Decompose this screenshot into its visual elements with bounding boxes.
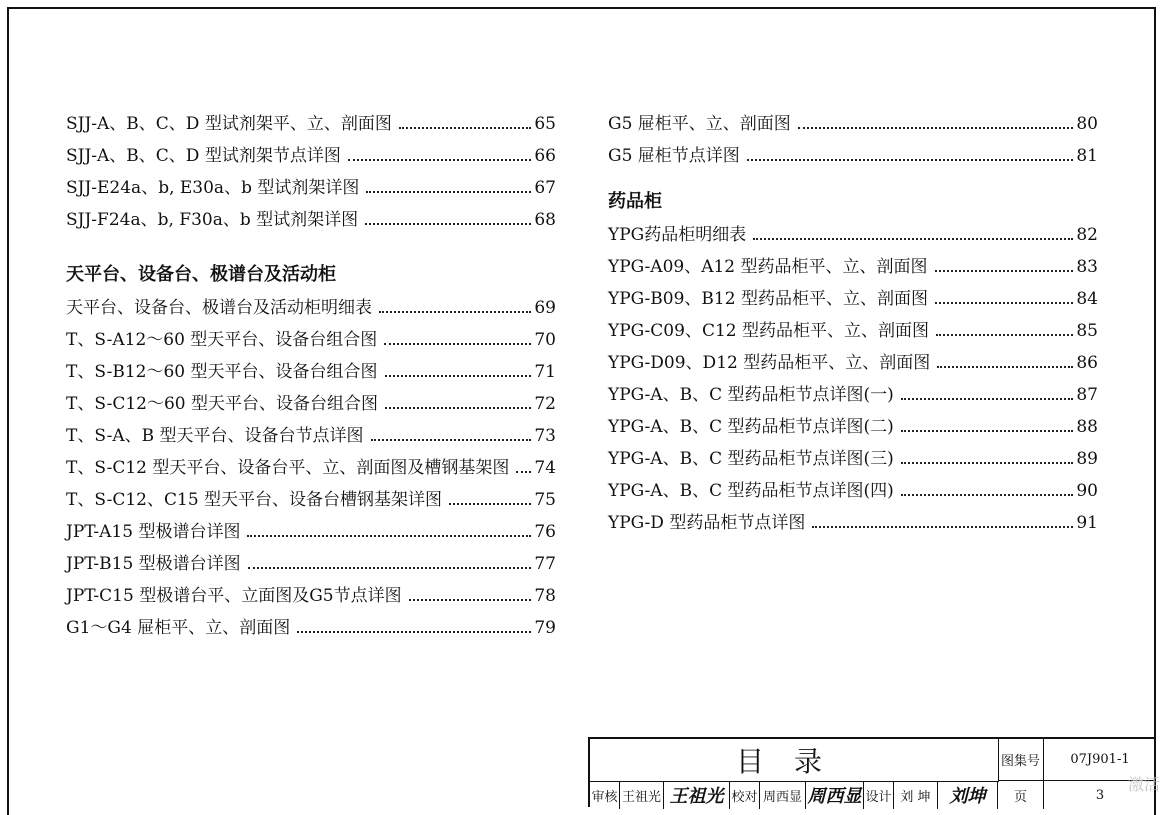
dot-leader: [379, 311, 531, 313]
dot-leader: [747, 159, 1074, 161]
toc-entry-page: 68: [534, 210, 556, 230]
dot-leader: [901, 398, 1074, 400]
toc-entry: [608, 108, 1098, 140]
toc-entry: [608, 315, 1098, 347]
toc-entry-page: 69: [534, 298, 556, 318]
toc-entry-page: 90: [1076, 481, 1098, 501]
dot-leader: [935, 302, 1073, 304]
title-block: [588, 737, 1156, 807]
toc-entry-page: 89: [1076, 449, 1098, 469]
dot-leader: [753, 238, 1073, 240]
toc-entry: [66, 580, 556, 612]
toc-entry: [608, 411, 1098, 443]
dot-leader: [247, 535, 531, 537]
toc-entry-page: 67: [534, 178, 556, 198]
dot-leader: [385, 375, 532, 377]
toc-entry-title: YPG药品柜明细表: [608, 225, 747, 245]
dot-leader: [385, 407, 531, 409]
toc-entry-title: SJJ-A、B、C、D 型试剂架节点详图: [66, 146, 341, 166]
toc-entry-title: G5 屉柜节点详图: [608, 146, 740, 166]
toc-entry-page: 79: [534, 618, 556, 638]
toc-entry: [66, 356, 556, 388]
toc-entry-title: JPT-C15 型极谱台平、立面图及G5节点详图: [66, 586, 402, 606]
toc-entry-page: 88: [1076, 417, 1098, 437]
toc-entry-page: 73: [534, 426, 556, 446]
toc-entry-title: T、S-C12～60 型天平台、设备台组合图: [66, 394, 379, 414]
toc-entry-page: 71: [534, 362, 556, 382]
review-name: 王祖光: [620, 781, 664, 809]
dot-leader: [798, 127, 1074, 129]
toc-entry-title: YPG-A、B、C 型药品柜节点详图(一): [608, 385, 894, 405]
toc-entry: [66, 548, 556, 580]
toc-entry-title: YPG-A、B、C 型药品柜节点详图(三): [608, 449, 894, 469]
dot-leader: [516, 471, 531, 473]
check-label: 校对: [730, 781, 760, 809]
dot-leader: [901, 430, 1074, 432]
toc-entry-page: 80: [1076, 114, 1098, 134]
dot-leader: [371, 439, 532, 441]
toc-left-column: [66, 108, 556, 644]
toc-entry-title: YPG-A、B、C 型药品柜节点详图(二): [608, 417, 894, 437]
toc-entry-page: 70: [534, 330, 556, 350]
toc-entry-page: 82: [1076, 225, 1098, 245]
dot-leader: [901, 494, 1074, 496]
section-heading: 药品柜: [608, 191, 662, 212]
dot-leader: [348, 159, 532, 161]
page-value: 3: [1095, 787, 1105, 803]
review-signature: 王祖光: [664, 781, 730, 809]
toc-entry: [66, 452, 556, 484]
dot-leader: [901, 462, 1074, 464]
toc-entry-page: 72: [534, 394, 556, 414]
toc-entry-title: YPG-D 型药品柜节点详图: [608, 513, 806, 533]
set-number-label: 图集号: [998, 739, 1044, 781]
toc-entry-page: 74: [534, 458, 556, 478]
review-label: 审核: [590, 781, 620, 809]
dot-leader: [248, 567, 532, 569]
toc-entry-title: SJJ-F24a、b, F30a、b 型试剂架详图: [66, 210, 359, 230]
toc-entry-title: T、S-A、B 型天平台、设备台节点详图: [66, 426, 364, 446]
toc-entry-page: 75: [534, 490, 556, 510]
set-number-value: 07J901-1: [1044, 739, 1156, 781]
toc-entry-page: 85: [1076, 321, 1098, 341]
dot-leader: [297, 631, 531, 633]
toc-entry-title: T、S-C12 型天平台、设备台平、立、剖面图及槽钢基架图: [66, 458, 510, 478]
toc-entry-title: JPT-B15 型极谱台详图: [66, 554, 241, 574]
toc-entry-page: 76: [534, 522, 556, 542]
toc-entry-page: 81: [1076, 146, 1098, 166]
title-block-title: 目录: [590, 739, 999, 782]
toc-entry: [66, 388, 556, 420]
toc-right-column: [608, 108, 1098, 539]
watermark-text: 激活: [1127, 775, 1160, 794]
toc-entry-page: 78: [534, 586, 556, 606]
design-signature: 刘坤: [938, 781, 998, 809]
toc-entry-page: 77: [534, 554, 556, 574]
dot-leader: [365, 223, 531, 225]
design-label: 设计: [864, 781, 894, 809]
toc-entry-page: 66: [534, 146, 556, 166]
toc-entry: [66, 172, 556, 204]
toc-entry: [608, 219, 1098, 251]
toc-entry: [66, 108, 556, 140]
toc-entry: [608, 140, 1098, 172]
toc-entry-page: 91: [1076, 513, 1098, 533]
toc-entry-title: SJJ-E24a、b, E30a、b 型试剂架详图: [66, 178, 360, 198]
toc-entry: [66, 516, 556, 548]
toc-entry: [608, 347, 1098, 379]
toc-entry-title: SJJ-A、B、C、D 型试剂架平、立、剖面图: [66, 114, 392, 134]
toc-entry-title: T、S-A12～60 型天平台、设备台组合图: [66, 330, 378, 350]
toc-entry-title: YPG-C09、C12 型药品柜平、立、剖面图: [608, 321, 929, 341]
toc-entry-title: T、S-B12～60 型天平台、设备台组合图: [66, 362, 378, 382]
section-heading: 天平台、设备台、极谱台及活动柜: [66, 264, 336, 285]
check-name: 周西显: [760, 781, 806, 809]
toc-entry: [66, 140, 556, 172]
toc-entry-title: YPG-D09、D12 型药品柜平、立、剖面图: [608, 353, 931, 373]
dot-leader: [449, 503, 531, 505]
page-label: 页: [998, 781, 1044, 809]
dot-leader: [936, 334, 1073, 336]
toc-entry: [608, 475, 1098, 507]
toc-entry-title: YPG-A、B、C 型药品柜节点详图(四): [608, 481, 894, 501]
toc-entry: [608, 283, 1098, 315]
toc-entry: [66, 484, 556, 516]
toc-entry: [608, 379, 1098, 411]
dot-leader: [812, 526, 1073, 528]
signature-row: [590, 781, 1156, 809]
toc-entry-title: 天平台、设备台、极谱台及活动柜明细表: [66, 298, 372, 318]
toc-entry-title: T、S-C12、C15 型天平台、设备台槽钢基架详图: [66, 490, 443, 510]
design-name: 刘 坤: [894, 781, 938, 809]
toc-entry: [608, 443, 1098, 475]
toc-entry: [66, 204, 556, 236]
toc-entry-title: G1～G4 屉柜平、立、剖面图: [66, 618, 291, 638]
dot-leader: [384, 343, 531, 345]
toc-entry: [66, 292, 556, 324]
toc-entry-page: 65: [534, 114, 556, 134]
dot-leader: [366, 191, 531, 193]
toc-entry: [608, 507, 1098, 539]
toc-entry: [608, 251, 1098, 283]
toc-entry-page: 84: [1076, 289, 1098, 309]
toc-entry-page: 83: [1076, 257, 1098, 277]
toc-entry-page: 87: [1076, 385, 1098, 405]
toc-entry-title: YPG-B09、B12 型药品柜平、立、剖面图: [608, 289, 928, 309]
toc-entry: [66, 324, 556, 356]
toc-entry: [66, 420, 556, 452]
toc-entry: [66, 612, 556, 644]
dot-leader: [935, 270, 1074, 272]
dot-leader: [399, 127, 532, 129]
toc-entry-page: 86: [1076, 353, 1098, 373]
dot-leader: [409, 599, 532, 601]
toc-entry-title: G5 屉柜平、立、剖面图: [608, 114, 791, 134]
dot-leader: [937, 366, 1073, 368]
toc-entry-title: YPG-A09、A12 型药品柜平、立、剖面图: [608, 257, 928, 277]
check-signature: 周西显: [806, 781, 864, 809]
toc-entry-title: JPT-A15 型极谱台详图: [66, 522, 241, 542]
